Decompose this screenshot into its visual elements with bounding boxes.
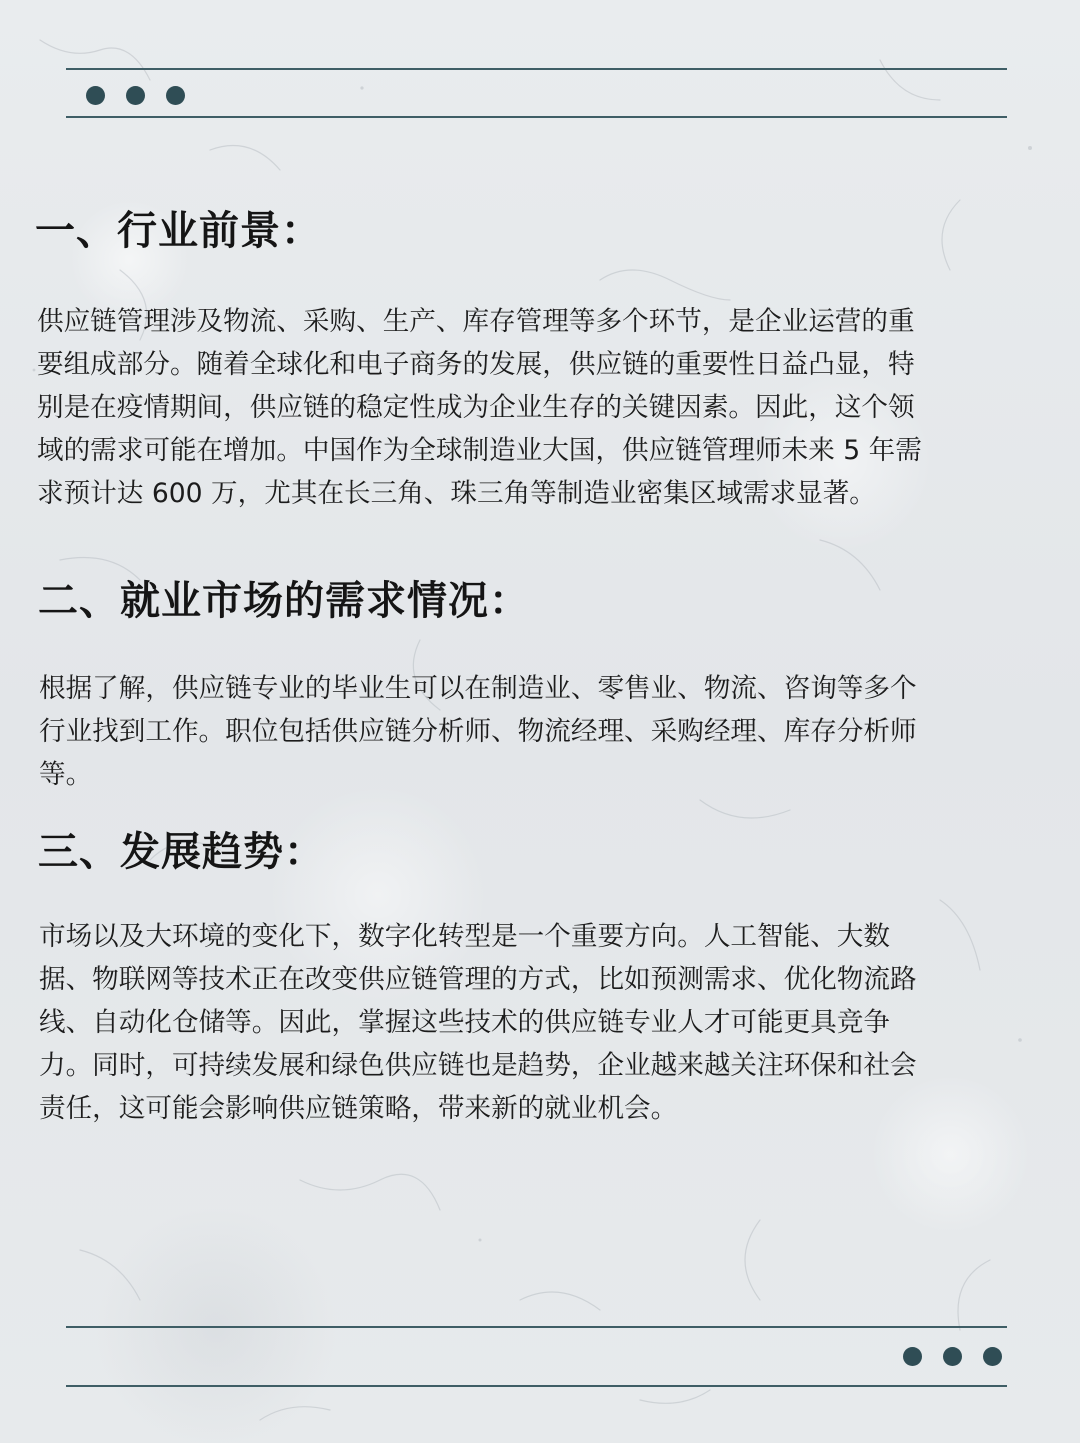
dot-icon xyxy=(86,86,105,105)
top-dots xyxy=(86,86,185,105)
text-line: 责任，这可能会影响供应链策略，带来新的就业机会。 xyxy=(39,1093,678,1124)
section-heading-job-market: 二、就业市场的需求情况： xyxy=(38,578,530,624)
dot-icon xyxy=(126,86,145,105)
dot-icon xyxy=(983,1347,1002,1366)
text-line: 市场以及大环境的变化下，数字化转型是一个重要方向。人工智能、大数 xyxy=(39,921,890,952)
section-heading-development-trend: 三、发展趋势： xyxy=(38,829,325,875)
text-line: 要组成部分。随着全球化和电子商务的发展，供应链的重要性日益凸显，特 xyxy=(37,349,915,380)
section-body-job-market xyxy=(39,667,917,796)
text-line: 域的需求可能在增加。中国作为全球制造业大国，供应链管理师未来 5 年需 xyxy=(37,435,922,466)
text-line: 等。 xyxy=(39,759,93,790)
dot-icon xyxy=(943,1347,962,1366)
text-line: 力。同时，可持续发展和绿色供应链也是趋势，企业越来越关注环保和社会 xyxy=(39,1050,917,1081)
text-line: 供应链管理涉及物流、采购、生产、库存管理等多个环节，是企业运营的重 xyxy=(37,306,915,337)
bottom-frame-line-lower xyxy=(66,1385,1007,1387)
bottom-dots xyxy=(903,1347,1002,1366)
dot-icon xyxy=(903,1347,922,1366)
section-body-industry-outlook xyxy=(37,300,922,515)
text-line: 求预计达 600 万，尤其在长三角、珠三角等制造业密集区域需求显著。 xyxy=(37,478,876,509)
text-line: 行业找到工作。职位包括供应链分析师、物流经理、采购经理、库存分析师 xyxy=(39,716,917,747)
top-frame-line-lower xyxy=(66,116,1007,118)
text-line: 根据了解，供应链专业的毕业生可以在制造业、零售业、物流、咨询等多个 xyxy=(39,673,917,704)
text-line: 别是在疫情期间，供应链的稳定性成为企业生存的关键因素。因此，这个领 xyxy=(37,392,915,423)
dot-icon xyxy=(166,86,185,105)
section-heading-industry-outlook: 一、行业前景： xyxy=(35,208,322,254)
top-frame-line-upper xyxy=(66,68,1007,70)
text-line: 据、物联网等技术正在改变供应链管理的方式，比如预测需求、优化物流路 xyxy=(39,964,917,995)
bottom-frame-line-upper xyxy=(66,1326,1007,1328)
section-body-development-trend xyxy=(39,915,917,1130)
text-line: 线、自动化仓储等。因此，掌握这些技术的供应链专业人才可能更具竞争 xyxy=(39,1007,890,1038)
